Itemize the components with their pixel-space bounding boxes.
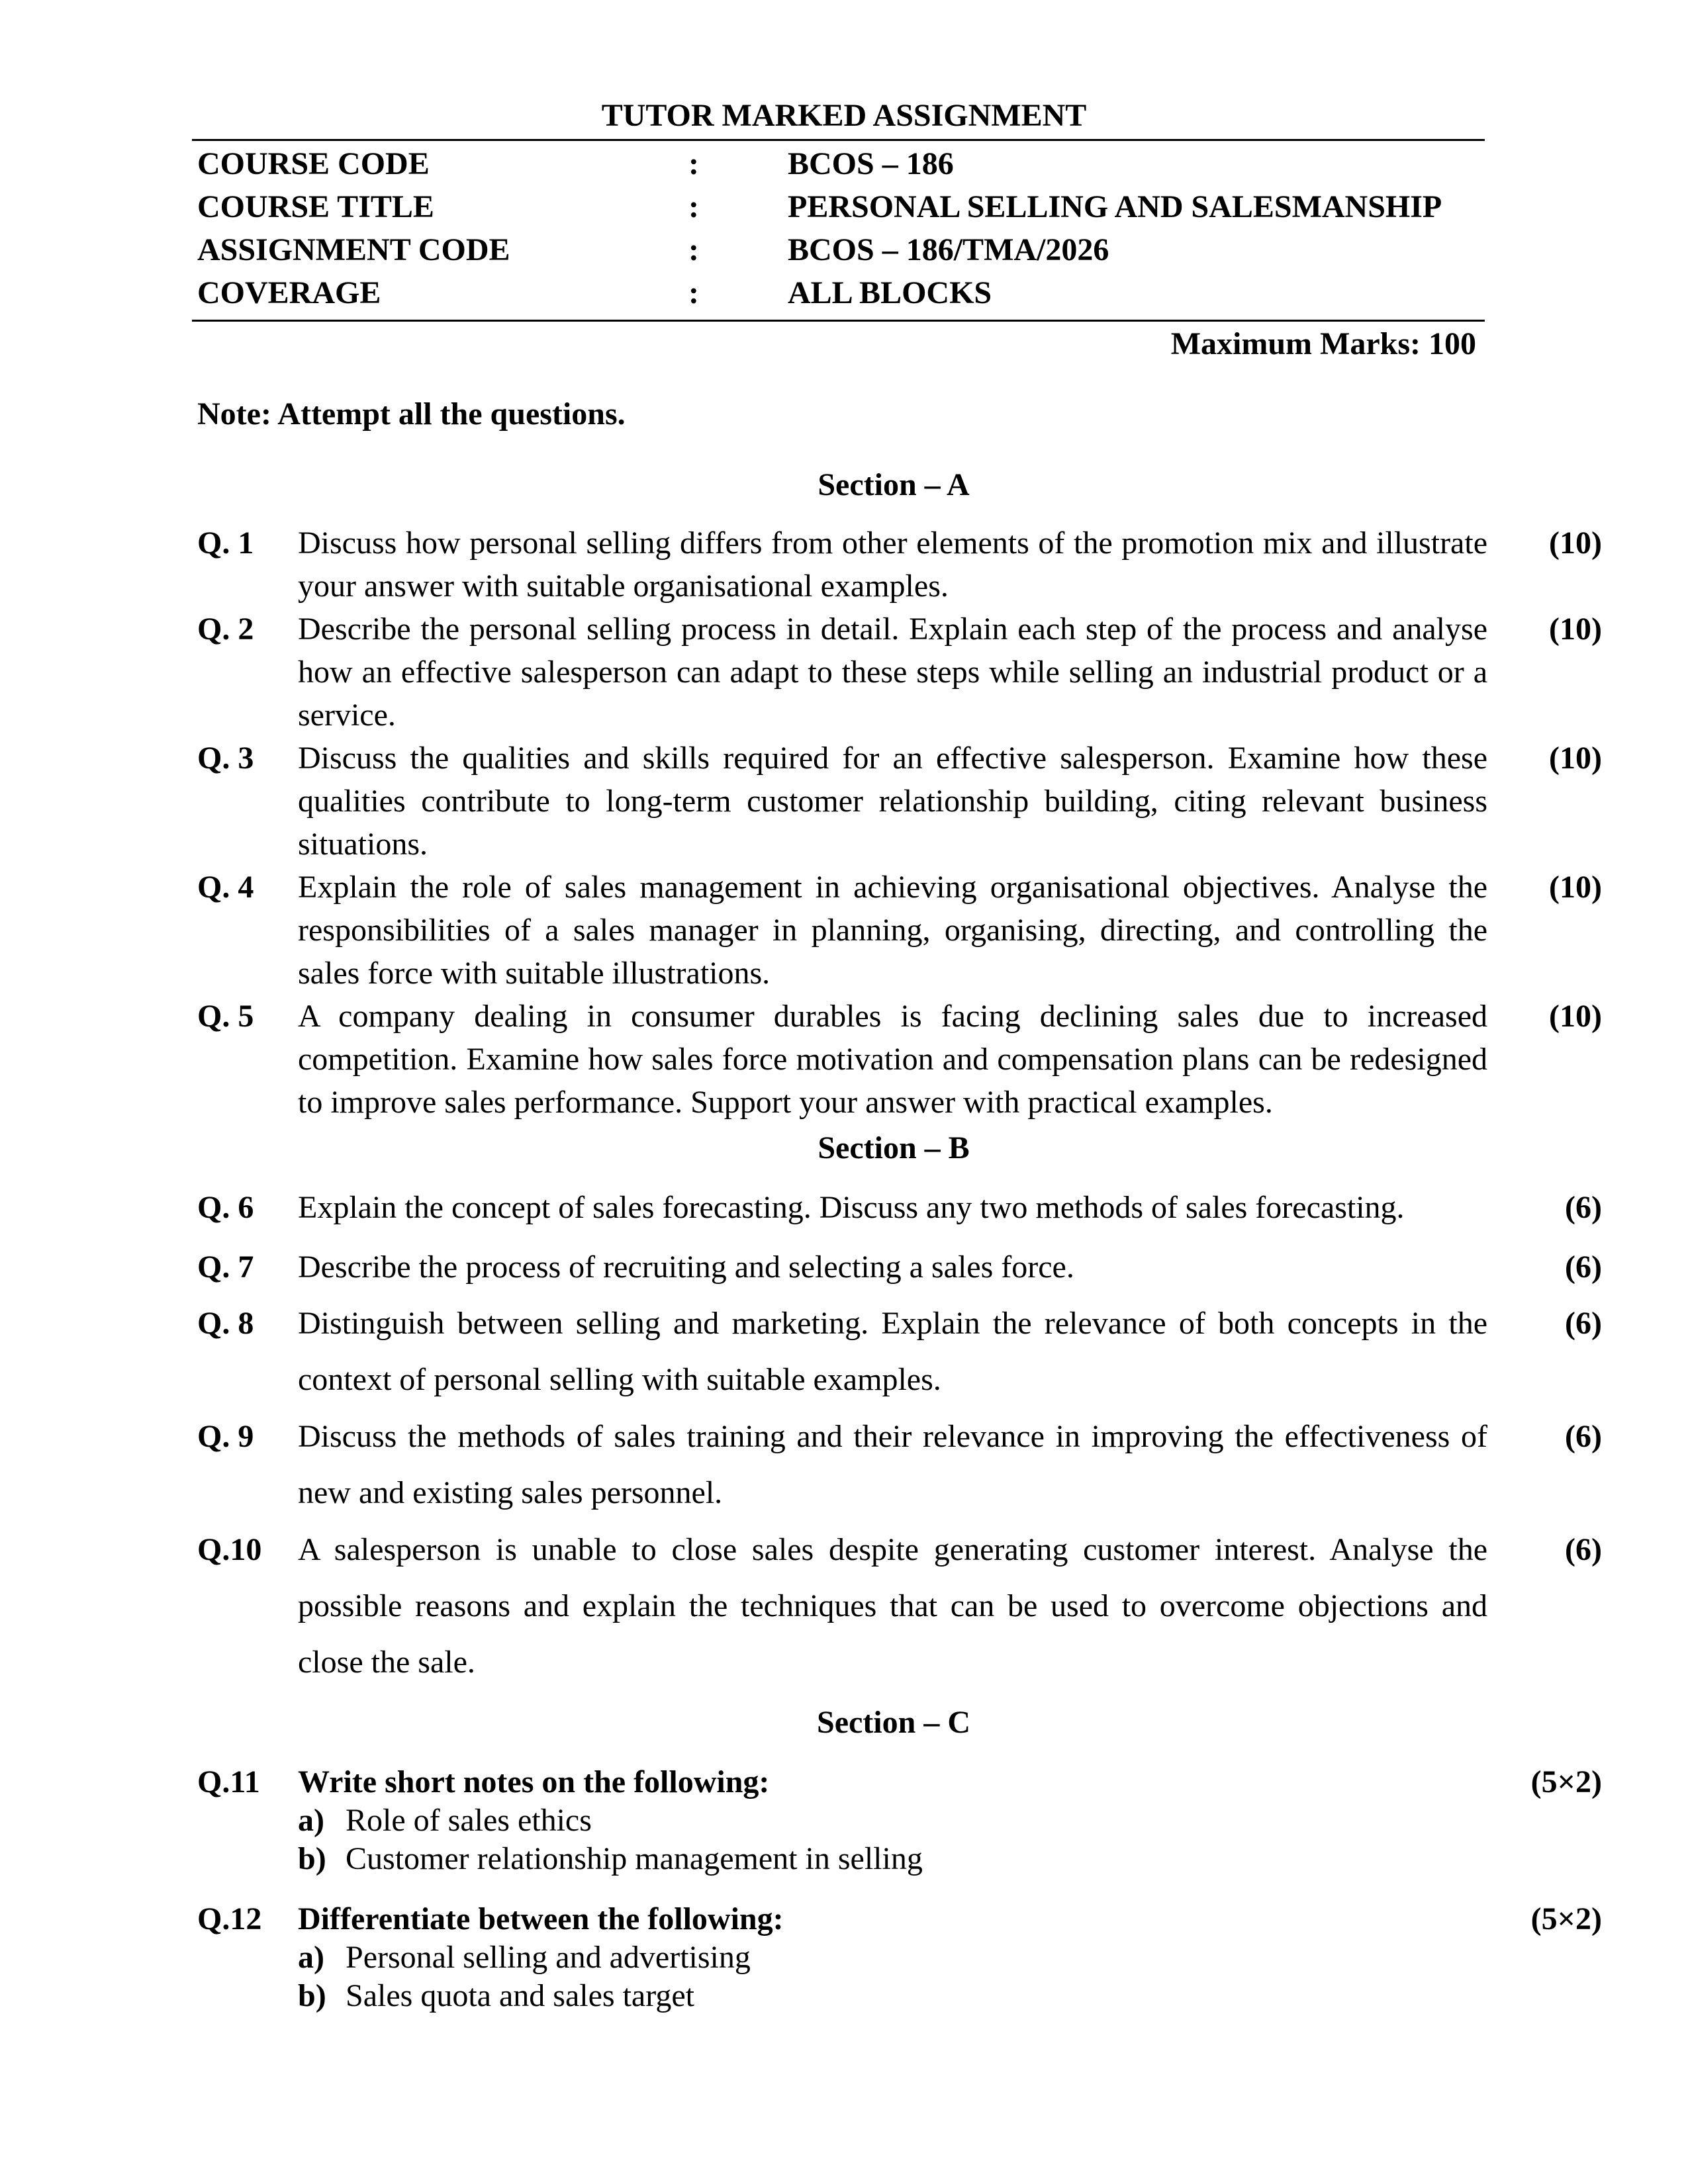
question-number: Q. 5 xyxy=(197,999,254,1034)
top-divider xyxy=(192,139,1485,141)
sub-item-letter: b) xyxy=(298,1978,326,2013)
assignment-code-label: ASSIGNMENT CODE xyxy=(197,232,510,267)
question-marks: (6) xyxy=(1565,1250,1602,1285)
sub-item xyxy=(298,1840,923,1878)
course-code-label: COURSE CODE xyxy=(197,146,430,181)
coverage-label: COVERAGE xyxy=(197,275,381,310)
question-text: Differentiate between the following: xyxy=(298,1901,784,1936)
sub-item xyxy=(298,1801,592,1840)
question-text: Distinguish between selling and marketing. Explain the relevance of both concepts in the context of personal selling with suitable examples. xyxy=(298,1306,1487,1397)
question-number: Q.10 xyxy=(197,1532,262,1567)
question-text: Discuss the methods of sales training and their relevance in improving the effectiveness of new and existing sales personnel. xyxy=(298,1419,1487,1510)
sub-item xyxy=(298,1938,751,1977)
question-marks: (6) xyxy=(1565,1190,1602,1225)
sub-item-text: Customer relationship management in selling xyxy=(346,1841,923,1876)
course-title-label: COURSE TITLE xyxy=(197,189,434,224)
question-number: Q. 3 xyxy=(197,741,254,776)
question-text: Describe the personal selling process in detail. Explain each step of the process and analyse how an effective salesperson can adapt to these steps while selling an industrial product or a service. xyxy=(298,612,1487,733)
coverage-separator: : xyxy=(688,275,699,310)
coverage-value: ALL BLOCKS xyxy=(788,275,992,310)
question-marks: (6) xyxy=(1565,1532,1602,1567)
question-marks: (10) xyxy=(1549,741,1602,776)
question-number: Q.11 xyxy=(197,1764,260,1799)
question-marks: (10) xyxy=(1549,525,1602,561)
question-text: Describe the process of recruiting and selecting a sales force. xyxy=(298,1250,1074,1285)
question-number: Q. 7 xyxy=(197,1250,254,1285)
assignment-title: TUTOR MARKED ASSIGNMENT xyxy=(601,98,1087,133)
sub-item xyxy=(298,1977,694,2015)
section-heading-b: Section – B xyxy=(818,1130,970,1165)
sub-item-letter: b) xyxy=(298,1841,326,1876)
sub-item-text: Sales quota and sales target xyxy=(346,1978,694,2013)
question-number: Q. 9 xyxy=(197,1419,254,1454)
question-text: Write short notes on the following: xyxy=(298,1764,770,1799)
question-text: Explain the concept of sales forecasting. Discuss any two methods of sales forecasting. xyxy=(298,1190,1405,1225)
question-number: Q. 6 xyxy=(197,1190,254,1225)
instructions-note: Note: Attempt all the questions. xyxy=(197,396,626,432)
section-heading-c: Section – C xyxy=(817,1705,970,1740)
question-marks: (10) xyxy=(1549,612,1602,647)
question-marks: (5×2) xyxy=(1530,1764,1602,1799)
question-text: A salesperson is unable to close sales despite generating customer interest. Analyse the possible reasons and explain the techniques that can be used to overcome objections and close the sale. xyxy=(298,1532,1487,1680)
question-number: Q. 1 xyxy=(197,525,254,561)
question-marks: (6) xyxy=(1565,1306,1602,1341)
sub-item-letter: a) xyxy=(298,1803,324,1838)
question-number: Q. 8 xyxy=(197,1306,254,1341)
question-number: Q. 4 xyxy=(197,870,254,905)
assignment-code-value: BCOS – 186/TMA/2026 xyxy=(788,232,1109,267)
question-text: Explain the role of sales management in achieving organisational objectives. Analyse the responsibilities of a sales manager in planning, organising, directing, and controlling the sales force with suitable illustrations. xyxy=(298,870,1487,991)
course-code-separator: : xyxy=(688,146,699,181)
sub-item-letter: a) xyxy=(298,1940,324,1975)
section-heading-a: Section – A xyxy=(818,467,970,502)
sub-item-text: Personal selling and advertising xyxy=(346,1940,751,1975)
course-code-value: BCOS – 186 xyxy=(788,146,954,181)
question-marks: (5×2) xyxy=(1530,1901,1602,1936)
question-marks: (10) xyxy=(1549,870,1602,905)
course-title-separator: : xyxy=(688,189,699,224)
question-number: Q.12 xyxy=(197,1901,262,1936)
question-text: A company dealing in consumer durables is facing declining sales due to increased competition. Examine how sales force motivation and compensation plans can be redesigned to improve sales performance. Support your answer with practical examples. xyxy=(298,999,1487,1120)
assignment-code-separator: : xyxy=(688,232,699,267)
question-text: Discuss the qualities and skills required for an effective salesperson. Examine how these qualities contribute to long-term customer relationship building, citing relevant business situations. xyxy=(298,741,1487,862)
question-text: Discuss how personal selling differs from other elements of the promotion mix and illustrate your answer with suitable organisational examples. xyxy=(298,525,1487,604)
course-title-value: PERSONAL SELLING AND SALESMANSHIP xyxy=(788,189,1442,224)
question-marks: (6) xyxy=(1565,1419,1602,1454)
question-number: Q. 2 xyxy=(197,612,254,647)
bottom-divider xyxy=(192,320,1485,322)
maximum-marks: Maximum Marks: 100 xyxy=(1170,326,1476,361)
question-marks: (10) xyxy=(1549,999,1602,1034)
sub-item-text: Role of sales ethics xyxy=(346,1803,592,1838)
